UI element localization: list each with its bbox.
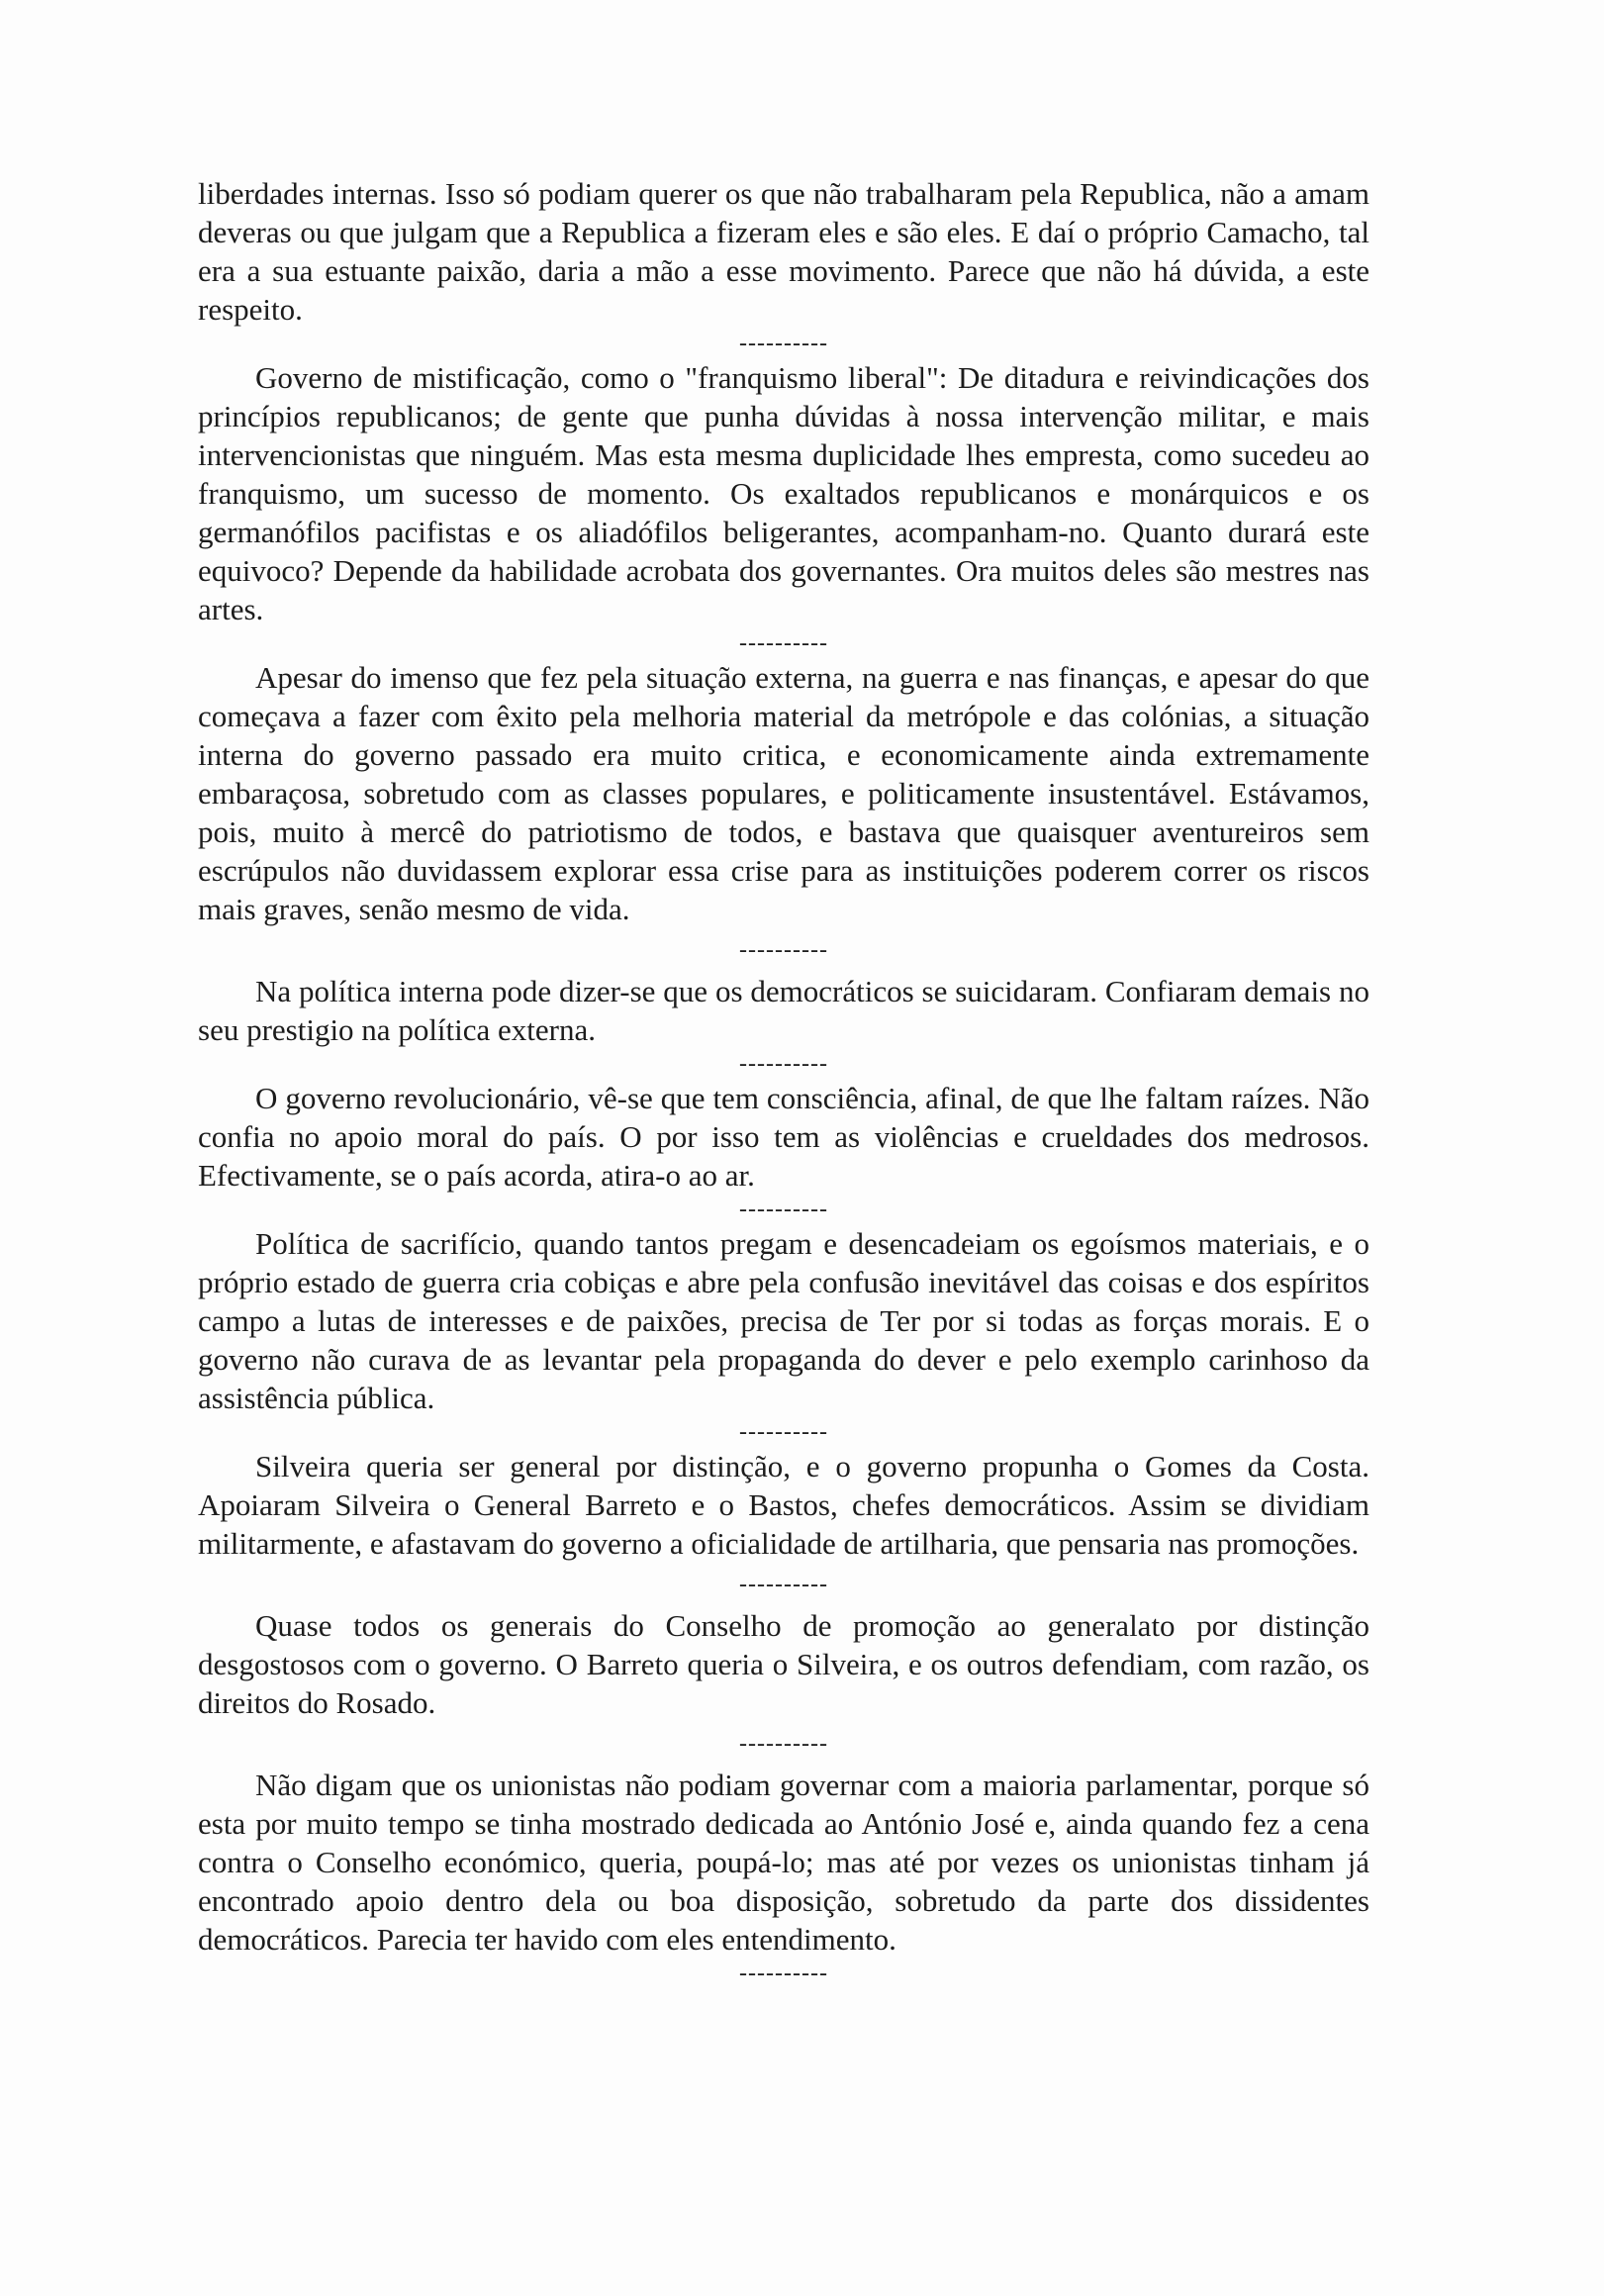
- paragraph-4: Na política interna pode dizer-se que os democráticos se suicidaram. Confiaram demais no seu prestigio na política externa.: [198, 974, 1369, 1047]
- separator-8: ----------: [739, 1731, 828, 1757]
- separator-2: ----------: [739, 630, 828, 656]
- separator-5: ----------: [739, 1196, 828, 1222]
- separator-6: ----------: [739, 1419, 828, 1445]
- paragraph-2: Governo de mistificação, como o "franquismo liberal": De ditadura e reivindicações dos princípios republicanos; de gente que punha dúvidas à nossa intervenção militar, e mais intervencionistas que ninguém. Mas esta mesma duplicidade lhes empresta, como sucedeu ao franquismo, um sucesso de momento. Os exaltados republicanos e monárquicos e os germanófilos pacifistas e os aliadófilos beligerantes, acompanham-no. Quanto durará este equivoco? Depende da habilidade acrobata dos governantes. Ora muitos deles são mestres nas artes.: [198, 360, 1369, 626]
- paragraph-7: Silveira queria ser general por distinção, e o governo propunha o Gomes da Costa. Apoiaram Silveira o General Barreto e o Bastos, chefes democráticos. Assim se dividiam militarmente, e afastavam do governo a oficialidade de artilharia, que pensaria nas promoções.: [198, 1449, 1369, 1561]
- paragraph-9: Não digam que os unionistas não podiam governar com a maioria parlamentar, porque só esta por muito tempo se tinha mostrado dedicada ao António José e, ainda quando fez a cena contra o Conselho económico, queria, poupá-lo; mas até por vezes os unionistas tinham já encontrado apoio dentro dela ou boa disposição, sobretudo da parte dos dissidentes democráticos. Parecia ter havido com eles entendimento.: [198, 1768, 1369, 1957]
- paragraph-5: O governo revolucionário, vê-se que tem consciência, afinal, de que lhe faltam raízes. Não confia no apoio moral do país. O por isso tem as violências e crueldades dos medrosos. Efectivamente, se o país acorda, atira-o ao ar.: [198, 1081, 1369, 1193]
- separator-9: ----------: [739, 1961, 828, 1986]
- separator-4: ----------: [739, 1051, 828, 1077]
- separator-7: ----------: [739, 1572, 828, 1597]
- document-body: [198, 174, 1369, 1988]
- paragraph-3: Apesar do imenso que fez pela situação externa, na guerra e nas finanças, e apesar do que começava a fazer com êxito pela melhoria material da metrópole e das colónias, a situação interna do governo passado era muito critica, e economicamente ainda extremamente embaraçosa, sobretudo com as classes populares, e politicamente insustentável. Estávamos, pois, muito à mercê do patriotismo de todos, e bastava que quaisquer aventureiros sem escrúpulos não duvidassem explorar essa crise para as instituições poderem correr os riscos mais graves, senão mesmo de vida.: [198, 660, 1369, 926]
- separator-3: ----------: [739, 937, 828, 963]
- paragraph-8: Quase todos os generais do Conselho de promoção ao generalato por distinção desgostosos com o governo. O Barreto queria o Silveira, e os outros defendiam, com razão, os direitos do Rosado.: [198, 1608, 1369, 1720]
- paragraph-1: liberdades internas. Isso só podiam querer os que não trabalharam pela Republica, não a amam deveras ou que julgam que a Republica a fizeram eles e são eles. E daí o próprio Camacho, tal era a sua estuante paixão, daria a mão a esse movimento. Parece que não há dúvida, a este respeito.: [198, 176, 1369, 327]
- paragraph-6: Política de sacrifício, quando tantos pregam e desencadeiam os egoísmos materiais, e o próprio estado de guerra cria cobiças e abre pela confusão inevitável das coisas e dos espíritos campo a lutas de interesses e de paixões, precisa de Ter por si todas as forças morais. E o governo não curava de as levantar pela propaganda do dever e pelo exemplo carinhoso da assistência pública.: [198, 1226, 1369, 1415]
- separator-1: ----------: [739, 331, 828, 356]
